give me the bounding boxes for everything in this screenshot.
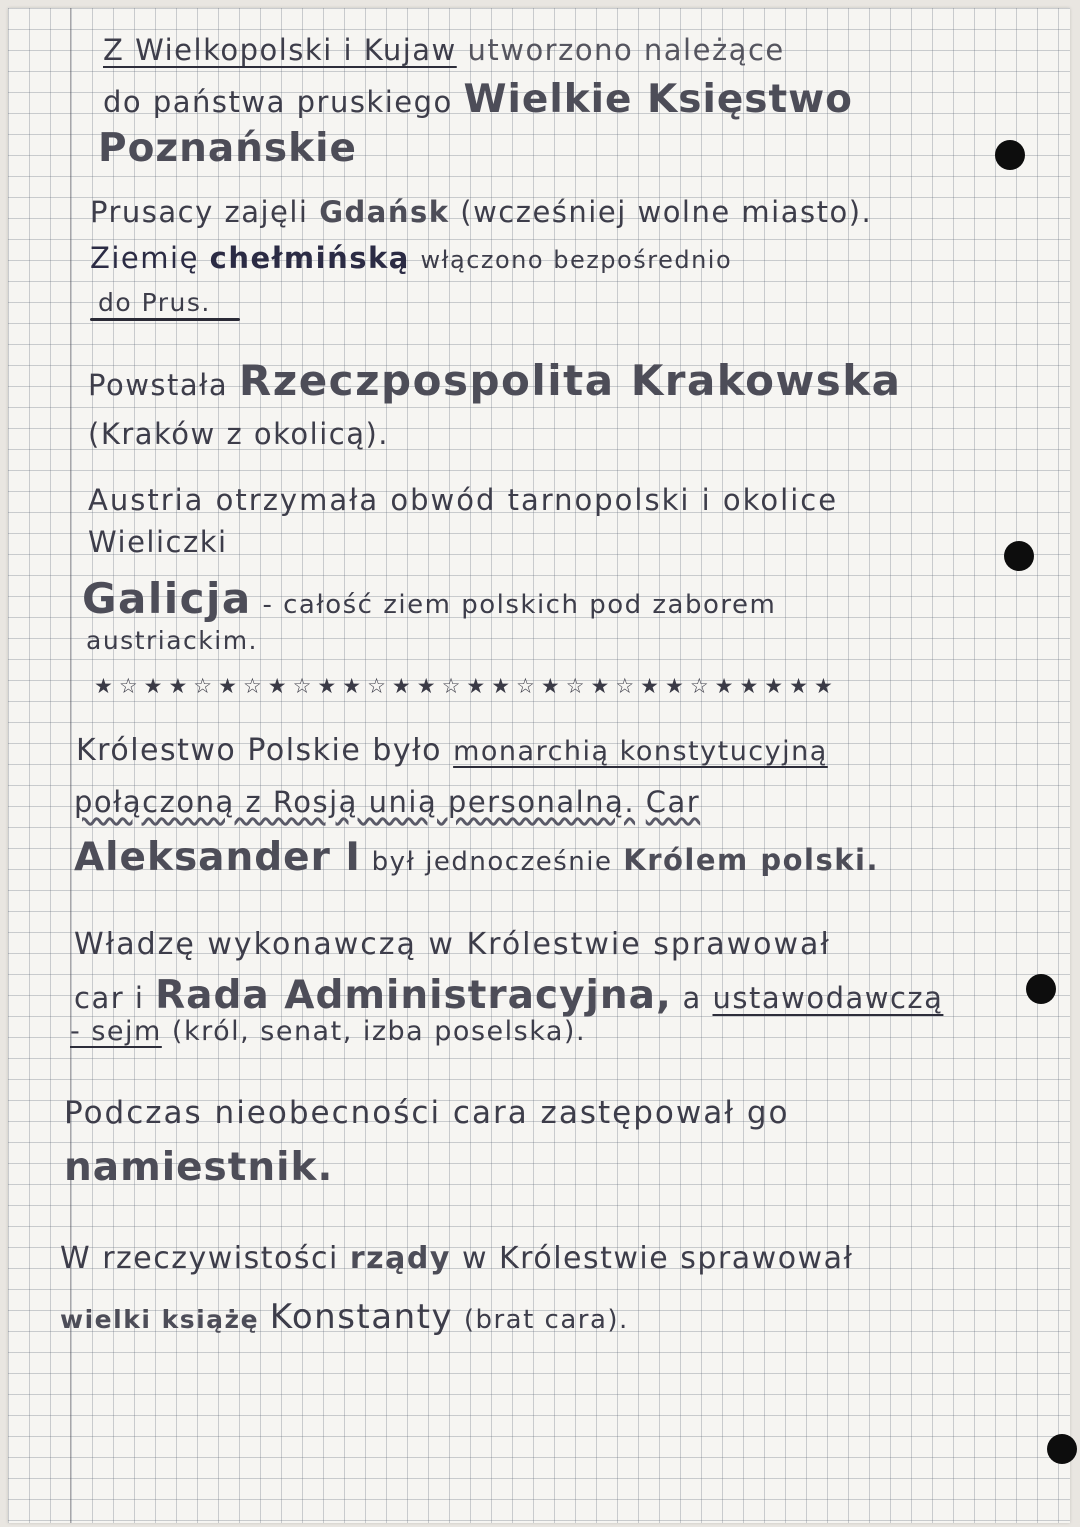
note-text: a <box>682 981 702 1015</box>
note-text: - sejm <box>70 1016 162 1047</box>
note-text: włączono bezpośrednio <box>420 246 733 274</box>
binder-hole <box>1026 974 1056 1004</box>
note-line <box>90 195 873 229</box>
note-text: w Królestwie sprawował <box>461 1241 854 1276</box>
note-text: Królestwo Polskie było <box>76 733 443 768</box>
note-line <box>60 1241 854 1276</box>
note-line <box>103 33 785 67</box>
note-line <box>74 973 944 1018</box>
note-keyword: Gdańsk <box>319 195 450 229</box>
note-line <box>90 241 733 275</box>
note-text: car i <box>74 981 145 1015</box>
note-keyword: rządy <box>349 1241 451 1276</box>
note-text: Konstanty <box>269 1297 454 1337</box>
star-divider: ★☆★★☆★☆★☆★★☆★★☆★★☆★☆★☆★★☆★★★★★ <box>94 674 839 698</box>
note-text: utworzono należące <box>467 33 785 67</box>
note-text: ustawodawczą <box>712 981 944 1015</box>
note-line: Wieliczki <box>88 525 228 559</box>
note-heading: Aleksander I <box>74 835 361 880</box>
note-text: był jednocześnie <box>371 847 613 877</box>
note-heading: namiestnik. <box>64 1145 334 1190</box>
note-text: Powstała <box>88 368 229 402</box>
note-text: W rzeczywistości <box>60 1241 339 1276</box>
note-line <box>70 1018 586 1045</box>
note-text: Z Wielkopolski i Kujaw <box>103 33 457 67</box>
note-keyword: wielki książę <box>60 1305 260 1334</box>
note-heading: Rzeczpospolita Krakowska <box>238 356 902 405</box>
note-text: Car <box>645 785 701 819</box>
note-text: (król, senat, izba poselska). <box>171 1016 587 1047</box>
note-line <box>82 574 777 623</box>
binder-hole <box>1047 1434 1077 1464</box>
note-line <box>76 733 828 768</box>
note-text: Ziemię <box>90 241 199 275</box>
note-keyword: Królem polski. <box>623 843 879 877</box>
note-keyword: chełmińską <box>209 241 410 275</box>
binder-hole <box>995 140 1025 170</box>
note-heading: Rada Administracyjna, <box>155 973 672 1018</box>
note-line <box>74 785 701 819</box>
note-heading: Poznańskie <box>98 126 357 171</box>
note-text: (wcześniej wolne miasto). <box>460 195 873 229</box>
note-text: monarchią konstytucyjną <box>453 736 828 767</box>
note-line: (Kraków z okolicą). <box>88 417 390 451</box>
notebook-page <box>8 8 1070 1523</box>
note-line: do Prus. <box>98 288 211 317</box>
note-text: Prusacy zajęli <box>90 195 309 229</box>
note-line: Austria otrzymała obwód tarnopolski i okolice <box>88 483 839 517</box>
binder-hole <box>1004 541 1034 571</box>
note-line <box>88 356 902 405</box>
note-text: połączoną z Rosją unią personalną. <box>74 785 636 819</box>
note-line <box>74 835 879 880</box>
note-heading: Galicja <box>82 574 252 623</box>
note-text: - całość ziem polskich pod zaborem <box>262 590 777 620</box>
note-line: Władzę wykonawczą w Królestwie sprawował <box>74 927 831 962</box>
note-text: do państwa pruskiego <box>103 85 453 119</box>
note-heading: Wielkie Księstwo <box>463 77 853 122</box>
note-line: austriackim. <box>86 626 259 655</box>
note-line <box>103 77 853 122</box>
note-line: Podczas nieobecności cara zastępował go <box>64 1095 790 1131</box>
note-text: (brat cara). <box>463 1305 629 1335</box>
margin-line <box>70 8 71 1523</box>
section-divider <box>90 318 240 321</box>
note-line <box>60 1297 629 1337</box>
